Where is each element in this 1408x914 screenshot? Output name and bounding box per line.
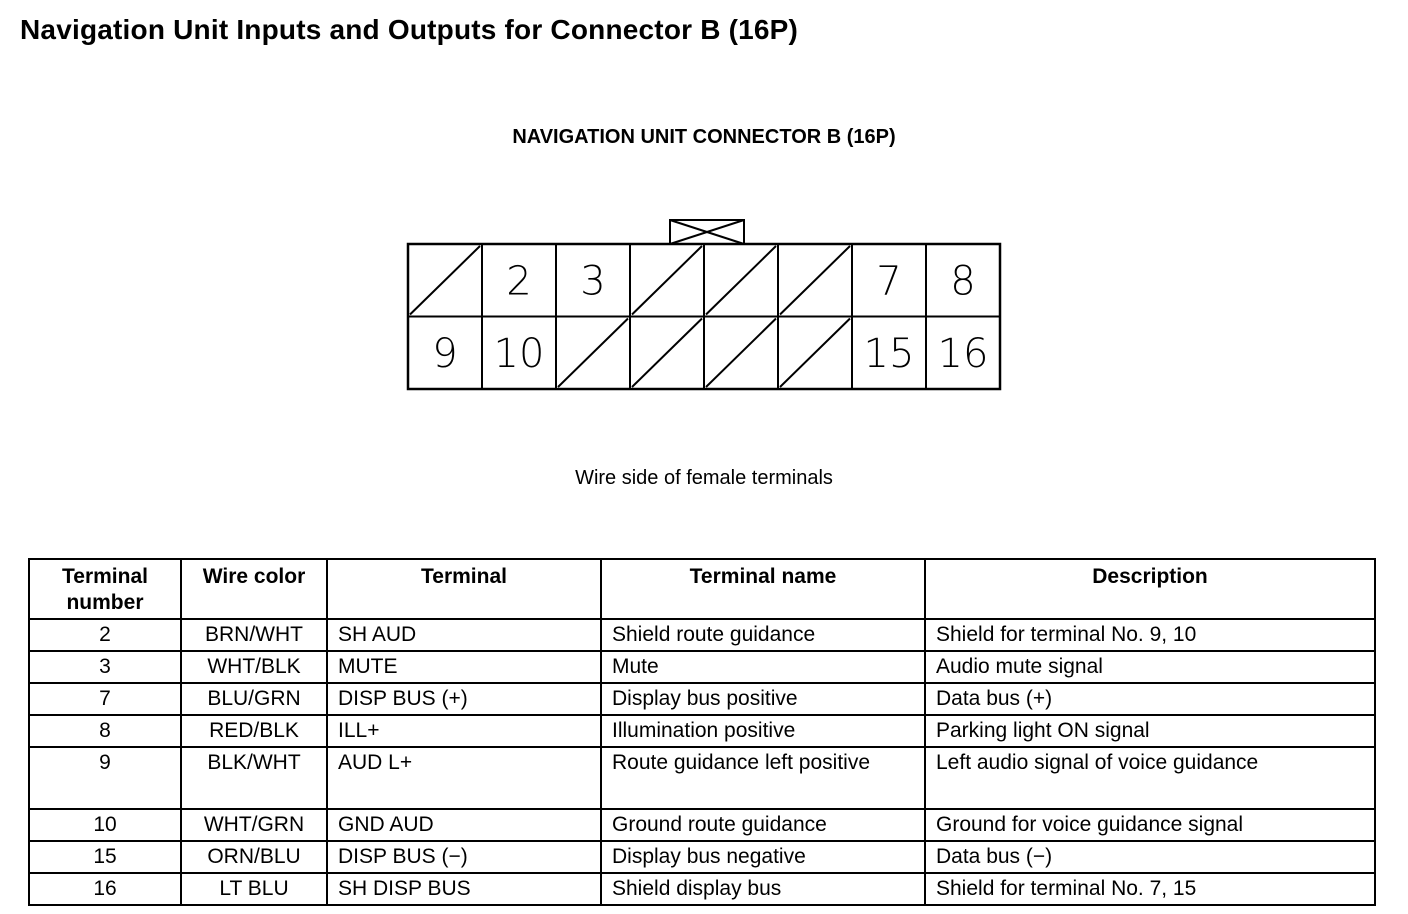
diagram-caption: Wire side of female terminals	[575, 467, 833, 489]
cell-terminal-number: 10	[29, 809, 181, 841]
cell-terminal-name: Shield display bus	[601, 873, 925, 905]
cell-terminal-number: 2	[29, 619, 181, 651]
header-terminal-name: Terminal name	[601, 559, 925, 619]
cell-terminal-name: Shield route guidance	[601, 619, 925, 651]
cell-terminal-name: Mute	[601, 651, 925, 683]
pin-number-16: 16	[937, 330, 989, 377]
cell-terminal: AUD L+	[327, 747, 601, 809]
cell-terminal: SH AUD	[327, 619, 601, 651]
pin-number-15: 15	[863, 330, 915, 377]
cell-wire-color: LT BLU	[181, 873, 327, 905]
cell-description: Data bus (−)	[925, 841, 1375, 873]
table-row	[29, 841, 1375, 873]
pin-number-7: 7	[876, 258, 902, 305]
cell-description: Parking light ON signal	[925, 715, 1375, 747]
connector-diagram	[0, 0, 1408, 400]
header-description: Description	[925, 559, 1375, 619]
unused-cavity-slash	[780, 246, 850, 315]
header-wire-color: Wire color	[181, 559, 327, 619]
pin-number-2: 2	[506, 258, 532, 305]
cell-terminal-number: 3	[29, 651, 181, 683]
connector-cavities	[408, 244, 1000, 389]
cell-terminal-number: 16	[29, 873, 181, 905]
cell-description: Left audio signal of voice guidance	[925, 747, 1375, 809]
unused-cavity-slash	[558, 319, 628, 388]
unused-cavity-slash	[706, 319, 776, 388]
cell-terminal-number: 8	[29, 715, 181, 747]
cell-terminal-number: 15	[29, 841, 181, 873]
table-row	[29, 809, 1375, 841]
pin-number-9: 9	[432, 330, 458, 377]
table-row	[29, 619, 1375, 651]
table-row	[29, 683, 1375, 715]
unused-cavity-slash	[632, 246, 702, 315]
pin-number-3: 3	[580, 258, 606, 305]
cell-terminal-name: Display bus positive	[601, 683, 925, 715]
cell-terminal: ILL+	[327, 715, 601, 747]
cell-terminal-name: Ground route guidance	[601, 809, 925, 841]
cell-terminal: MUTE	[327, 651, 601, 683]
unused-cavity-slash	[780, 319, 850, 388]
cell-wire-color: RED/BLK	[181, 715, 327, 747]
header-terminal: Terminal	[327, 559, 601, 619]
cell-description: Data bus (+)	[925, 683, 1375, 715]
connector-title: NAVIGATION UNIT CONNECTOR B (16P)	[512, 126, 896, 148]
cell-terminal: DISP BUS (−)	[327, 841, 601, 873]
cell-terminal: DISP BUS (+)	[327, 683, 601, 715]
pin-number-10: 10	[493, 330, 545, 377]
cell-terminal: SH DISP BUS	[327, 873, 601, 905]
terminal-table	[28, 558, 1376, 906]
cell-terminal-name: Route guidance left positive	[601, 747, 925, 809]
table-row	[29, 747, 1375, 809]
unused-cavity-slash	[706, 246, 776, 315]
cell-wire-color: WHT/GRN	[181, 809, 327, 841]
cell-wire-color: BLK/WHT	[181, 747, 327, 809]
cell-terminal-name: Display bus negative	[601, 841, 925, 873]
cell-terminal-number: 9	[29, 747, 181, 809]
cell-terminal-number: 7	[29, 683, 181, 715]
cell-description: Ground for voice guidance signal	[925, 809, 1375, 841]
pin-number-8: 8	[950, 258, 976, 305]
cell-description: Audio mute signal	[925, 651, 1375, 683]
table-row	[29, 873, 1375, 905]
cell-description: Shield for terminal No. 7, 15	[925, 873, 1375, 905]
cell-wire-color: WHT/BLK	[181, 651, 327, 683]
unused-cavity-slash	[410, 246, 480, 315]
cell-wire-color: ORN/BLU	[181, 841, 327, 873]
cell-terminal-name: Illumination positive	[601, 715, 925, 747]
page-title: Navigation Unit Inputs and Outputs for Connector B (16P)	[20, 14, 799, 45]
table-row	[29, 715, 1375, 747]
cell-wire-color: BRN/WHT	[181, 619, 327, 651]
table-row	[29, 651, 1375, 683]
cell-wire-color: BLU/GRN	[181, 683, 327, 715]
cell-description: Shield for terminal No. 9, 10	[925, 619, 1375, 651]
header-terminal-number: Terminal number	[29, 559, 181, 619]
cell-terminal: GND AUD	[327, 809, 601, 841]
connector-latch	[670, 220, 744, 244]
unused-cavity-slash	[632, 319, 702, 388]
